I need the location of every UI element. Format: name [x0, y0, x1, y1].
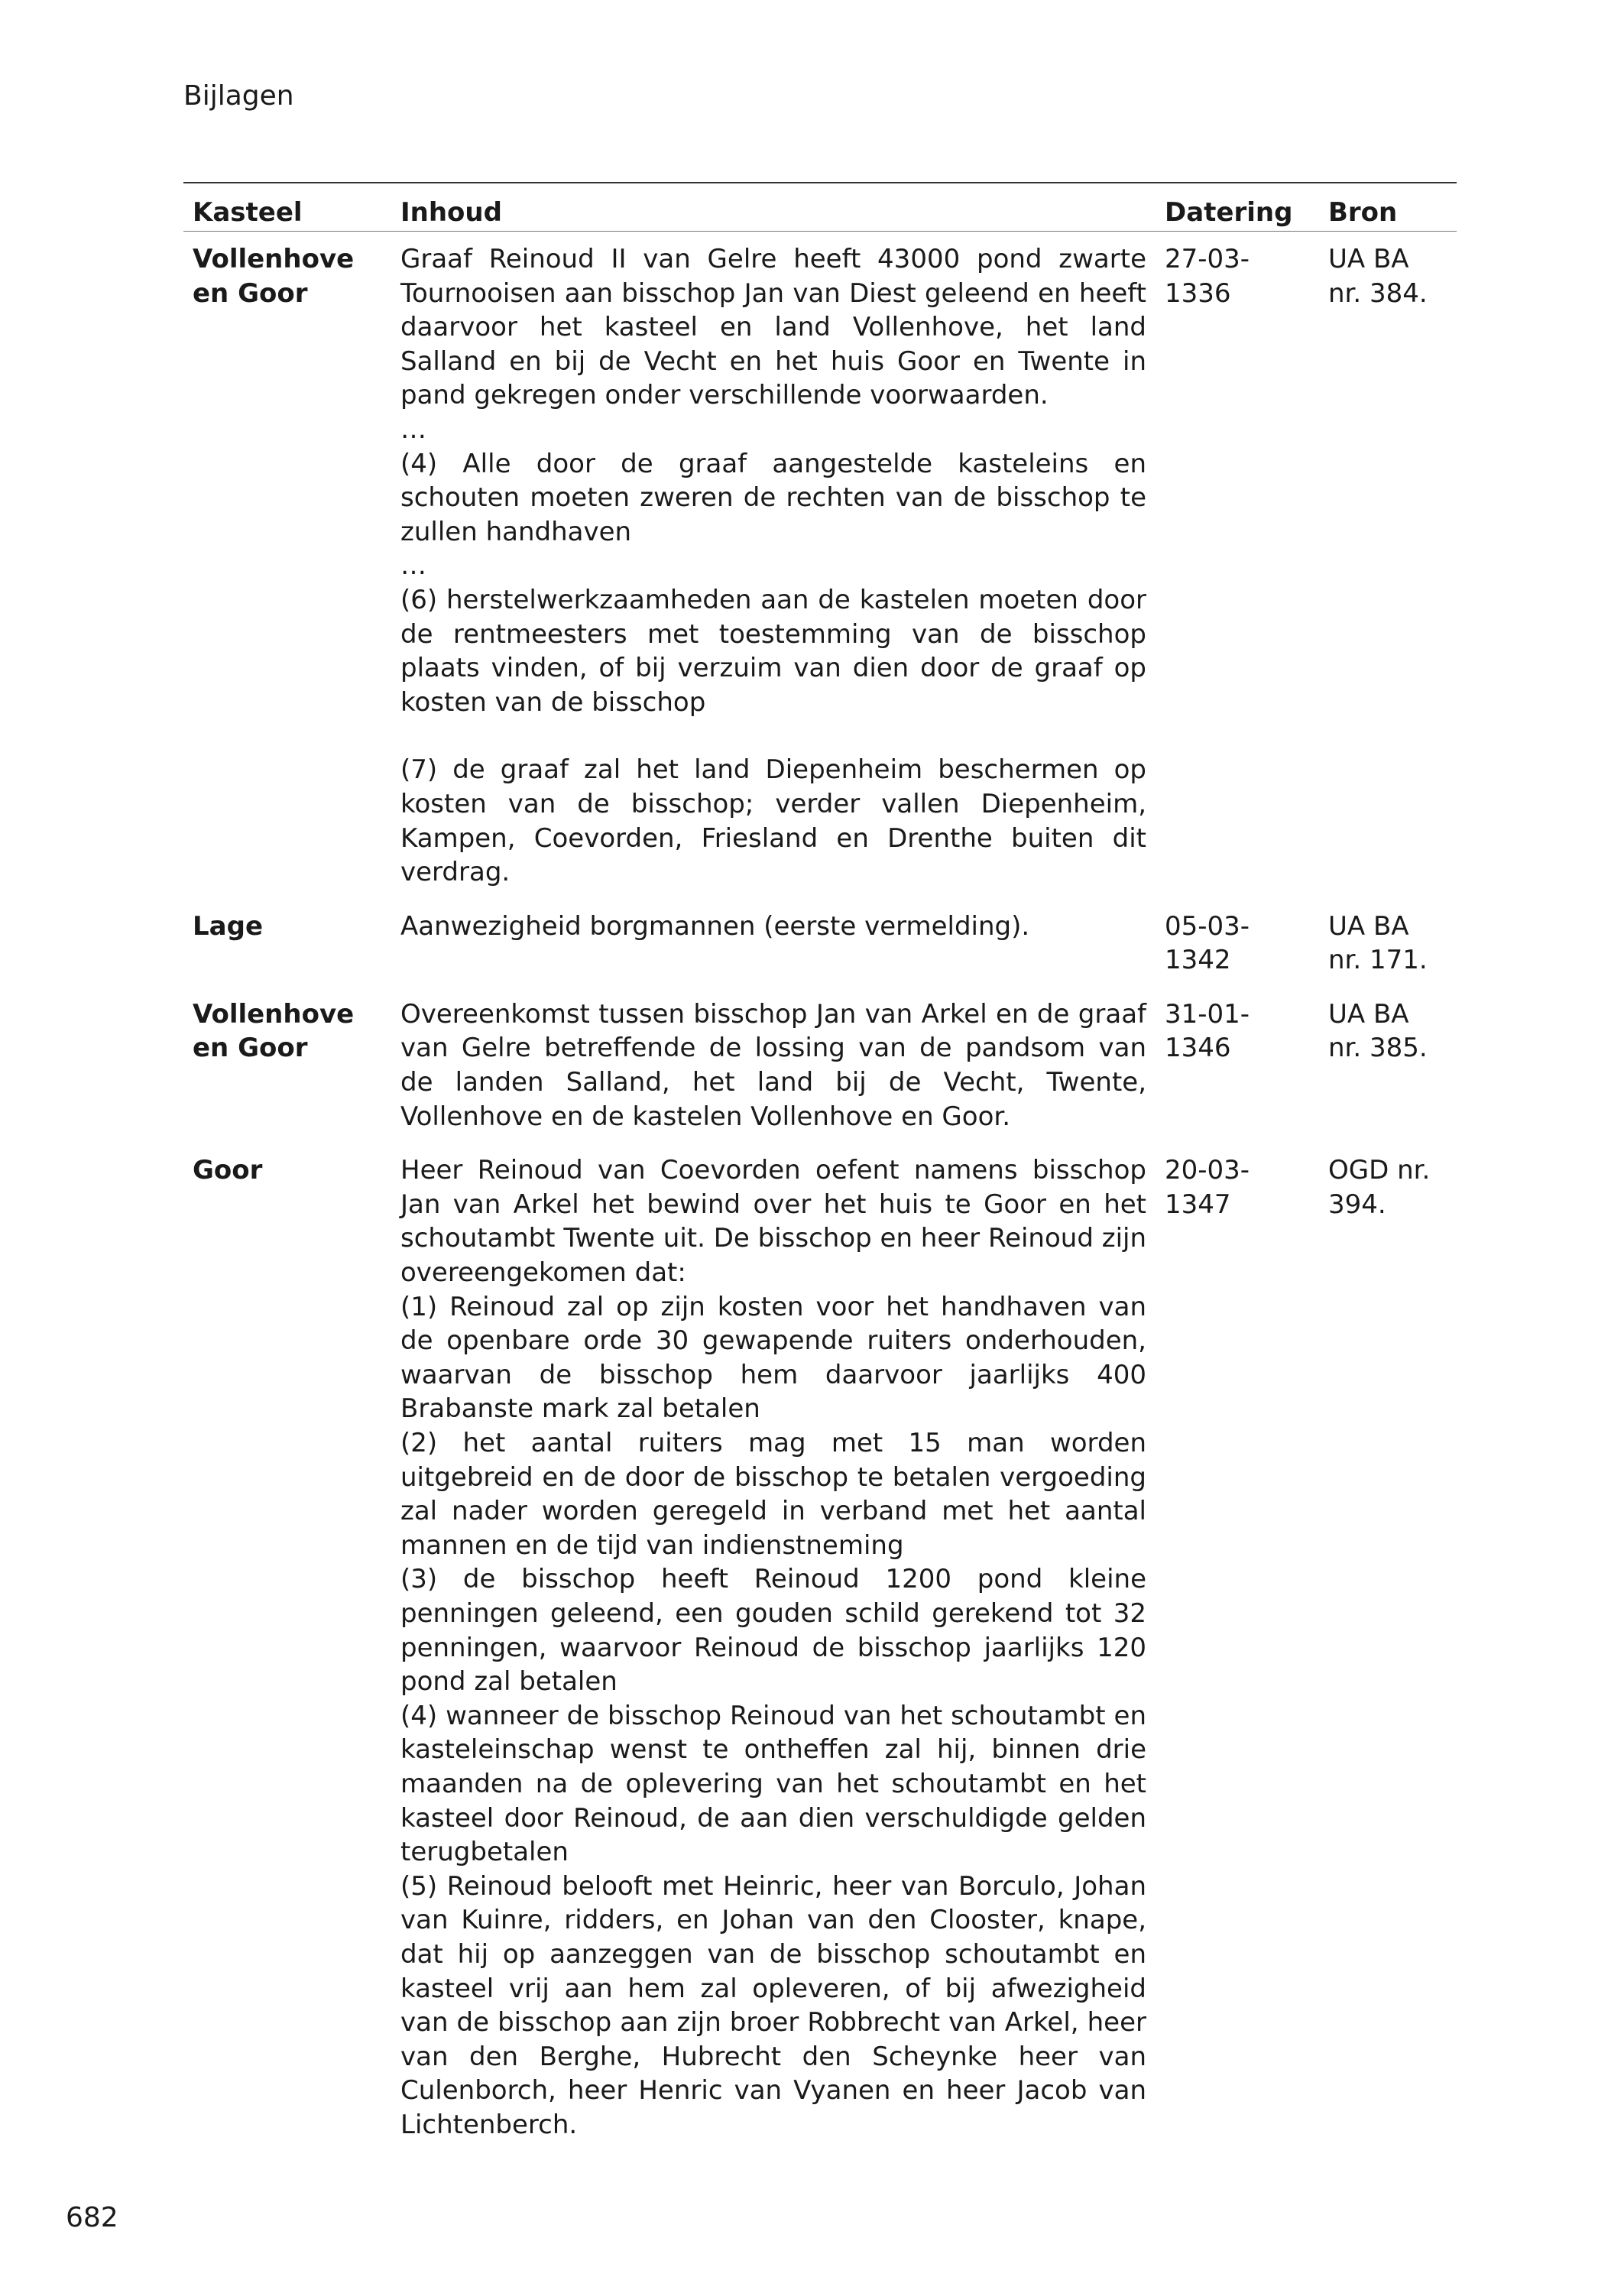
table-row — [183, 232, 1457, 899]
table-header — [183, 183, 1457, 232]
inhoud-ellipsis: … — [400, 414, 426, 445]
cell-datering: 20-03-1347 — [1165, 1155, 1250, 1220]
inhoud-paragraph: (1) Reinoud zal op zijn kosten voor het handhaven van de openbare orde 30 gewapende ruiters onderhouden, waarvan de bisschop hem daarvoor jaarlijks 400 Brabanste mark zal betalen — [400, 1291, 1146, 1425]
inhoud-paragraph: (5) Reinoud belooft met Heinric, heer van Borculo, Johan van Kuinre, ridders, en Johan van den Clooster, knape, dat hij op aanzeggen van de bisschop schoutambt en kasteel vrij aan hem zal opleveren, of bij afwezigheid van de bisschop aan zijn broer Robbrecht van Arkel, heer van den Berghe, Hubrecht den Scheynke heer van Culenborch, heer Henric van Vyanen en heer Jacob van Lichtenberch. — [400, 1870, 1146, 2140]
charter-table — [183, 182, 1457, 2151]
cell-kasteel: Vollenhove en Goor — [193, 244, 355, 309]
table-row — [183, 1143, 1457, 2151]
inhoud-paragraph: Overeenkomst tussen bisschop Jan van Arkel en de graaf van Gelre betreffende de lossing van de pandsom van de landen Salland, het land bij de Vecht, Twente, Vollenhove en de kastelen Vollenhove en Goor. — [400, 998, 1146, 1132]
column-header-datering: Datering — [1156, 183, 1319, 232]
running-head: Bijlagen — [183, 80, 294, 112]
inhoud-paragraph: (4) wanneer de bisschop Reinoud van het schoutambt en kasteleinschap wenst te ontheffen zal hij, binnen drie maanden na de oplevering van het schoutambt en het kasteel door Reinoud, de aan dien verschuldigde gelden terugbetalen — [400, 1700, 1146, 1868]
cell-datering: 31-01-1346 — [1165, 998, 1250, 1064]
cell-bron: UA BA nr. 384. — [1328, 244, 1428, 309]
inhoud-paragraph: Graaf Reinoud II van Gelre heeft 43000 pond zwarte Tournooisen aan bisschop Jan van Diest geleend en heeft daarvoor het kasteel en land Vollenhove, het land Salland en bij de Vecht en het huis Goor en Twente in pand gekregen onder verschillende voorwaarden. — [400, 244, 1146, 411]
cell-kasteel: Goor — [193, 1155, 263, 1186]
table-row — [183, 987, 1457, 1143]
inhoud-paragraph: Aanwezigheid borgmannen (eerste vermelding). — [400, 910, 1030, 942]
table-body — [183, 232, 1457, 2152]
inhoud-ellipsis: … — [400, 550, 426, 582]
cell-datering: 27-03-1336 — [1165, 244, 1250, 309]
inhoud-paragraph: Heer Reinoud van Coevorden oefent namens bisschop Jan van Arkel het bewind over het huis te Goor en het schoutambt Twente uit. De bisschop en heer Reinoud zijn overeengekomen dat: — [400, 1155, 1147, 1289]
column-header-kasteel: Kasteel — [183, 183, 391, 232]
page-number: 682 — [66, 2202, 118, 2233]
column-header-bron: Bron — [1319, 183, 1457, 232]
column-header-inhoud: Inhoud — [391, 183, 1156, 232]
inhoud-paragraph: (3) de bisschop heeft Reinoud 1200 pond kleine penningen geleend, een gouden schild gerekend tot 32 penningen, waarvoor Reinoud de bisschop jaarlijks 120 pond zal betalen — [400, 1564, 1146, 1698]
cell-kasteel: Vollenhove en Goor — [193, 998, 355, 1064]
cell-inhoud — [391, 1143, 1156, 2151]
cell-inhoud — [391, 232, 1156, 899]
inhoud-paragraph: (6) herstelwerkzaamheden aan de kastelen moeten door de rentmeesters met toestemming van de bisschop plaats vinden, of bij verzuim van dien door de graaf op kosten van de bisschop — [400, 584, 1146, 718]
table-row — [183, 899, 1457, 987]
inhoud-paragraph: (7) de graaf zal het land Diepenheim beschermen op kosten van de bisschop; verder vallen Diepenheim, Kampen, Coevorden, Friesland en Drenthe buiten dit verdrag. — [400, 754, 1146, 888]
inhoud-paragraph: (4) Alle door de graaf aangestelde kasteleins en schouten moeten zweren de rechten van de bisschop te zullen handhaven — [400, 448, 1146, 547]
header-row — [183, 183, 1457, 232]
cell-datering: 05-03-1342 — [1165, 910, 1250, 976]
cell-bron: OGD nr. 394. — [1328, 1155, 1431, 1220]
cell-inhoud — [391, 987, 1156, 1143]
cell-inhoud — [391, 899, 1156, 987]
inhoud-paragraph: (2) het aantal ruiters mag met 15 man worden uitgebreid en de door de bisschop te betalen vergoeding zal nader worden geregeld in verband met het aantal mannen en de tijd van indienstneming — [400, 1428, 1146, 1561]
cell-kasteel: Lage — [193, 910, 264, 942]
cell-bron: UA BA nr. 171. — [1328, 910, 1428, 976]
charter-table-grid — [183, 182, 1457, 2151]
cell-bron: UA BA nr. 385. — [1328, 998, 1428, 1064]
